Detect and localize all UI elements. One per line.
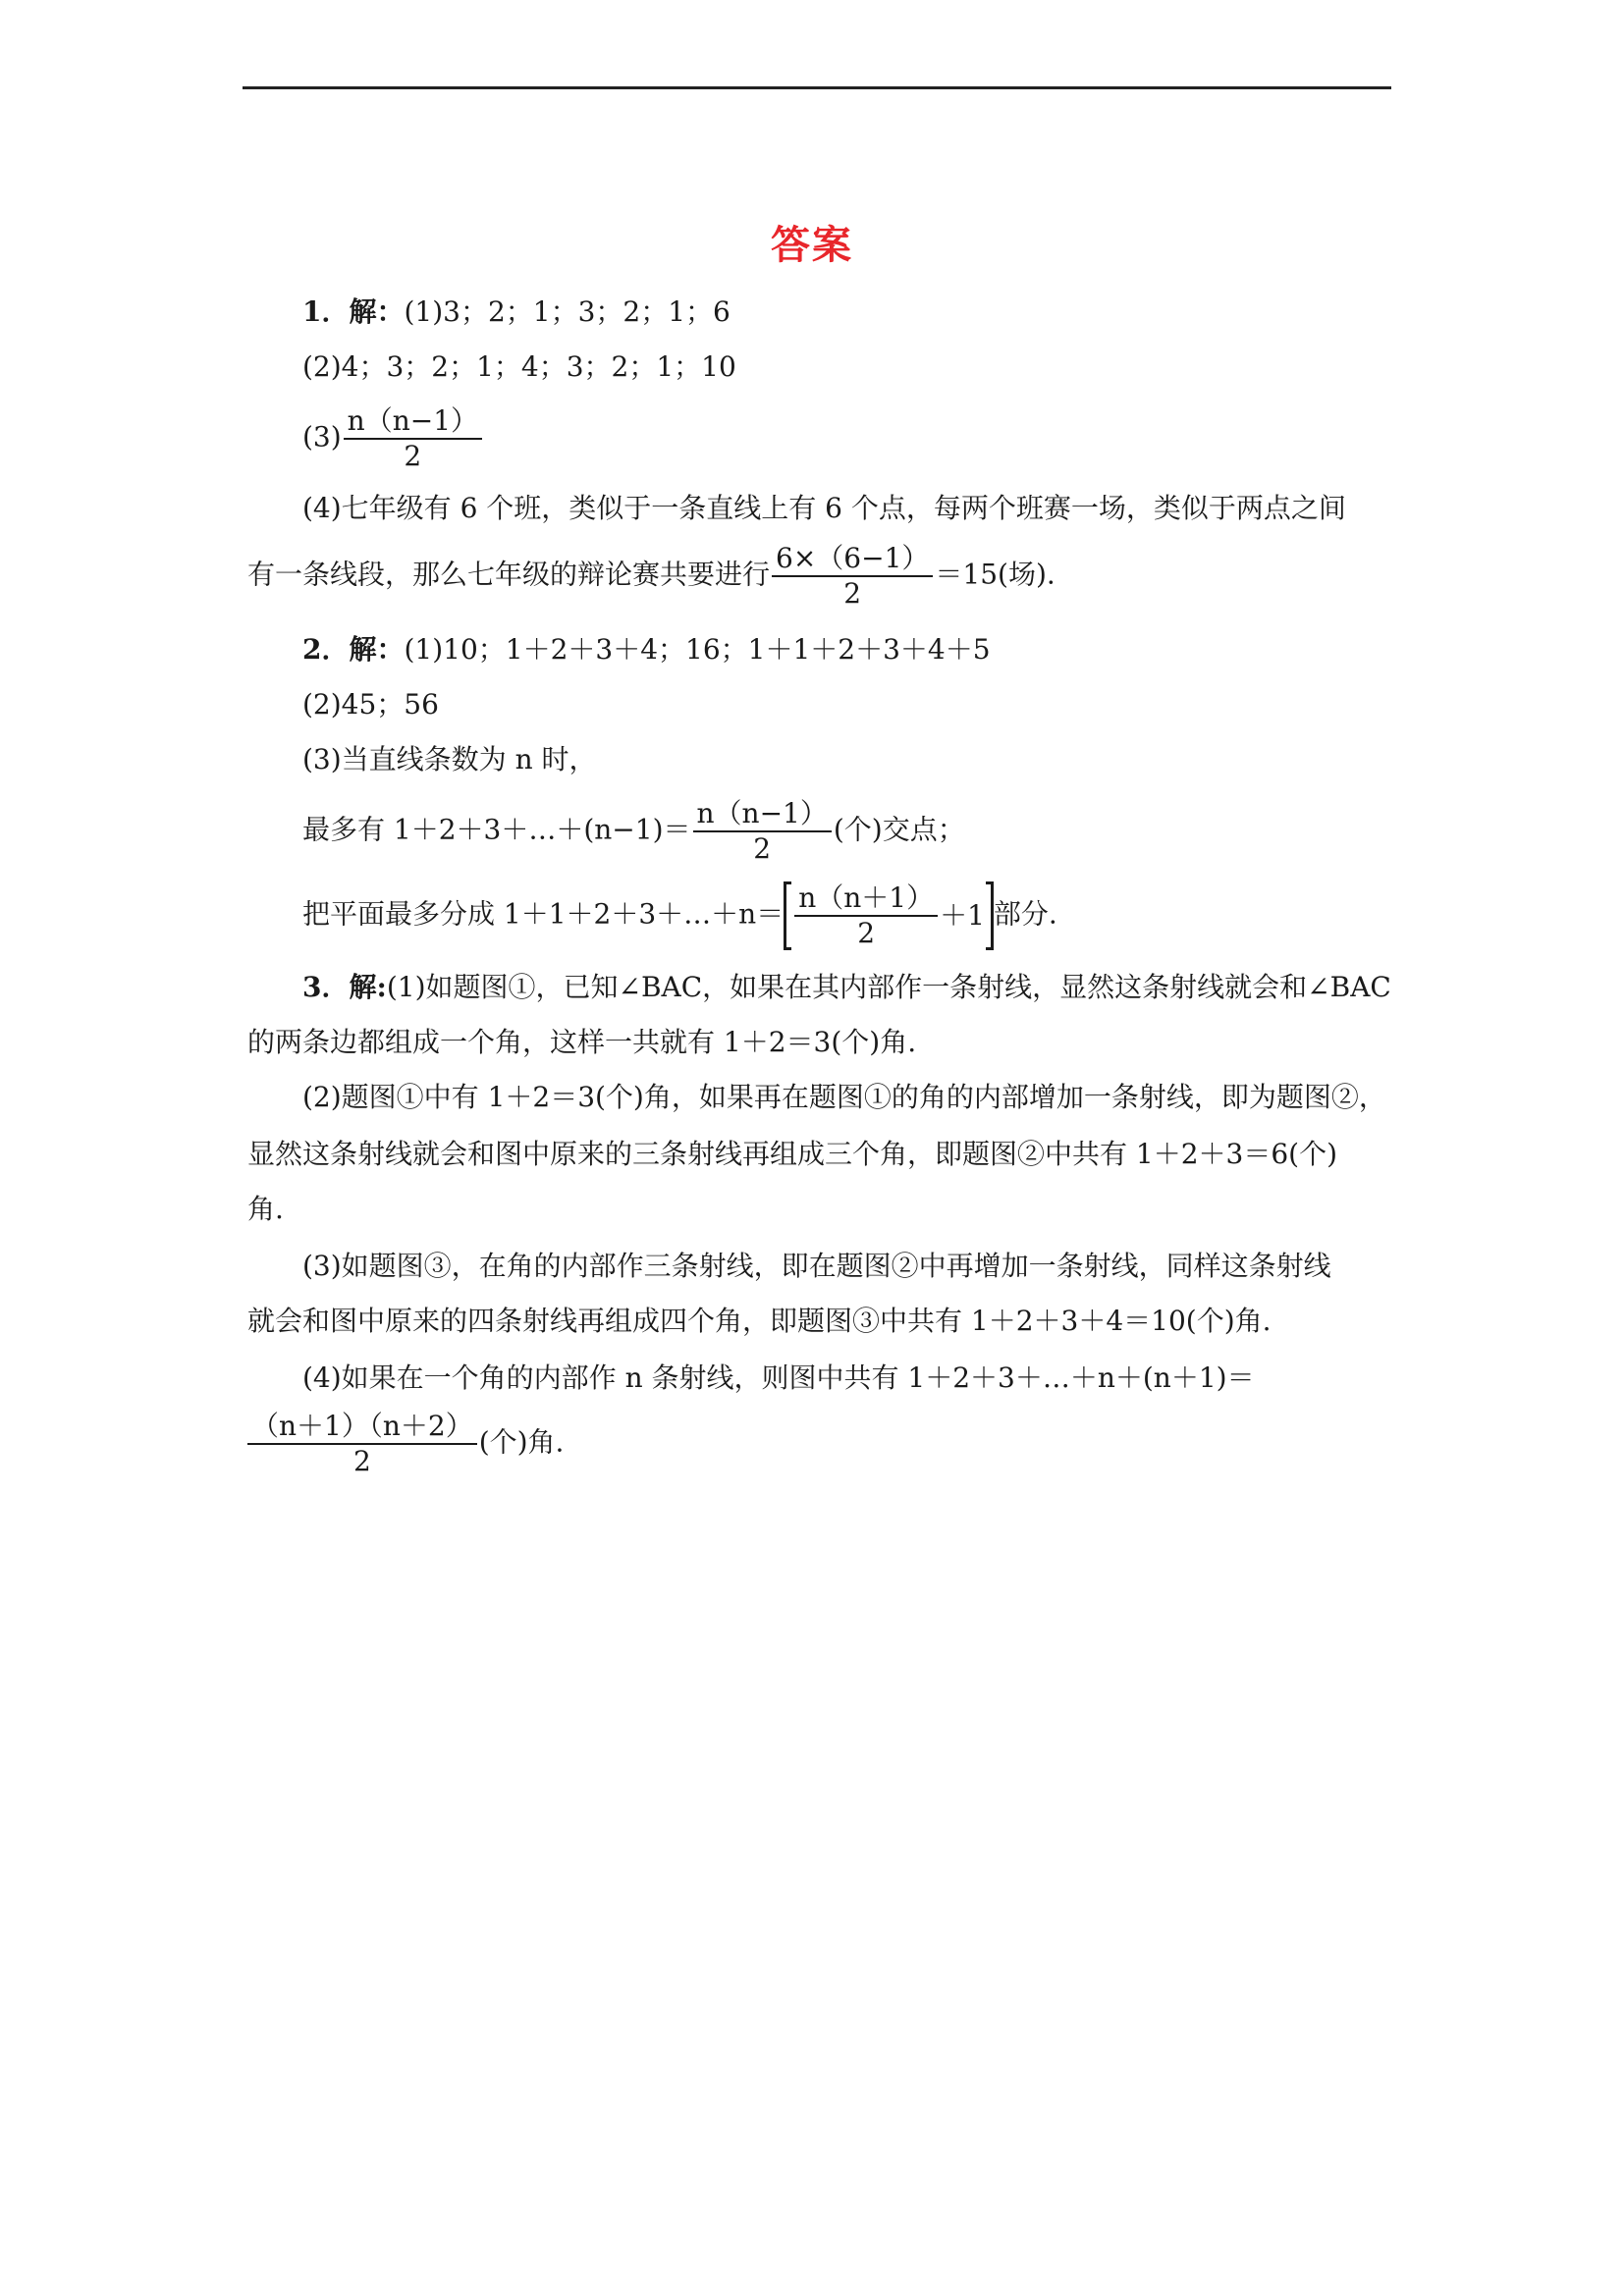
fraction-numerator: n（n＋1） <box>794 881 938 917</box>
q3-part3-line1: (3)如题图③，在角的内部作三条射线，即在题图②中再增加一条射线，同样这条射线 <box>302 1250 1331 1282</box>
q3-part4-suffix: (个)角. <box>478 1425 565 1459</box>
q2-part1: (1)10；1＋2＋3＋4；16；1＋1＋2＋3＋4＋5 <box>404 633 991 666</box>
fraction-numerator: n（n−1） <box>693 797 832 832</box>
q1-part2: (2)4；3；2；1；4；3；2；1；10 <box>302 350 736 383</box>
fraction-denominator: 2 <box>857 917 876 949</box>
q3-part1-line1: (1)如题图①，已知∠BAC，如果在其内部作一条射线，显然这条射线就会和∠BAC <box>386 971 1391 1003</box>
q2-part4 <box>302 797 965 866</box>
q1-part4-fraction <box>772 542 933 611</box>
q3-jie: 解: <box>349 971 387 1003</box>
q3-part4-line2 <box>247 1410 564 1478</box>
q1-jie: 解： <box>349 295 405 328</box>
q3-part2-line3: 角. <box>247 1193 284 1225</box>
q1-part1: (1)3；2；1；3；2；1；6 <box>404 295 731 328</box>
q3-part4-fraction <box>247 1410 477 1478</box>
fraction-numerator: 6×（6−1） <box>772 542 933 577</box>
q2-part5-fraction <box>794 881 938 950</box>
q2-part5-prefix: 把平面最多分成 1＋1＋2＋3＋…＋n＝ <box>302 897 785 931</box>
q3-part3-line2: 就会和图中原来的四条射线再组成四个角，即题图③中共有 1＋2＋3＋4＝10(个)角. <box>247 1305 1272 1337</box>
fraction-denominator: 2 <box>843 577 862 610</box>
q2-line-1 <box>302 630 991 669</box>
fraction-denominator: 2 <box>753 832 772 865</box>
q1-part3-fraction <box>344 404 482 473</box>
q3-number: 3． <box>302 971 350 1003</box>
fraction-denominator: 2 <box>404 440 422 472</box>
square-bracket <box>784 881 994 950</box>
q2-part4-suffix: (个)交点； <box>833 813 965 846</box>
fraction-denominator: 2 <box>352 1445 371 1477</box>
fraction-numerator: （n＋1）（n＋2） <box>247 1410 477 1445</box>
q2-part3: (3)当直线条数为 n 时， <box>302 743 597 775</box>
q3-part2-line2: 显然这条射线就会和图中原来的三条射线再组成三个角，即题图②中共有 1＋2＋3＝6(个) <box>247 1138 1338 1170</box>
q2-part5-plus: ＋1 <box>940 899 985 932</box>
q2-part2: (2)45；56 <box>302 688 439 721</box>
fraction-numerator: n（n−1） <box>344 404 482 440</box>
q1-part4-line2 <box>247 542 1056 611</box>
header-rule <box>243 86 1391 89</box>
q1-part3-prefix: (3) <box>302 420 342 454</box>
q2-part5-suffix: 部分. <box>993 897 1057 931</box>
q1-part4-line1: (4)七年级有 6 个班，类似于一条直线上有 6 个点，每两个班赛一场，类似于两点之间 <box>302 492 1346 524</box>
q2-part4-fraction <box>693 797 832 866</box>
page-title: 答案 <box>771 222 853 268</box>
q2-number: 2． <box>302 633 350 666</box>
q2-jie: 解： <box>349 633 405 666</box>
q3-line-1 <box>302 968 1391 1007</box>
q1-part4-suffix: ＝15(场). <box>935 558 1056 591</box>
q2-part4-prefix: 最多有 1＋2＋3＋…＋(n−1)＝ <box>302 813 691 846</box>
q1-part4-prefix: 有一条线段，那么七年级的辩论赛共要进行 <box>247 558 771 591</box>
q3-part1-line2: 的两条边都组成一个角，这样一共就有 1＋2＝3(个)角. <box>247 1026 917 1058</box>
q1-number: 1． <box>302 295 350 328</box>
q3-part2-line1: (2)题图①中有 1＋2＝3(个)角，如果再在题图①的角的内部增加一条射线，即为题图②， <box>302 1081 1386 1113</box>
q1-line-1 <box>302 293 731 332</box>
q2-part5 <box>302 881 1057 950</box>
q3-part4-line1: (4)如果在一个角的内部作 n 条射线，则图中共有 1＋2＋3＋…＋n＋(n＋1)＝ <box>302 1362 1255 1394</box>
q1-part3 <box>302 404 484 473</box>
